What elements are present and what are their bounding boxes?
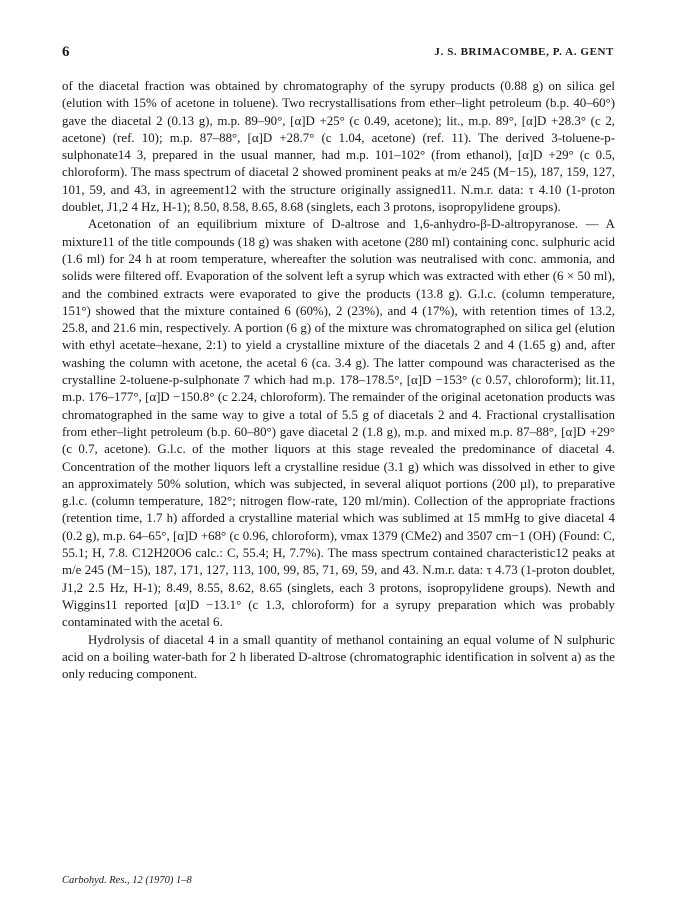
article-body: [62, 78, 615, 683]
page-number: 6: [62, 44, 70, 60]
journal-citation-footer: Carbohyd. Res., 12 (1970) 1–8: [62, 875, 192, 886]
paragraph-hydrolysis: Hydrolysis of diacetal 4 in a small quantity of methanol containing an equal volume of N sulphuric acid on a boiling water-bath for 2 h liberated D-altrose (chromatographic identification in solvent a) as the only reducing component.: [62, 632, 615, 682]
running-header-authors: J. S. BRIMACOMBE, P. A. GENT: [434, 46, 614, 58]
paragraph-diacetal-fraction: of the diacetal fraction was obtained by chromatography of the syrupy products (0.88 g) on silica gel (elution with 15% of acetone in toluene). Two recrystallisations from ether–light petroleum (b.p. 40–60°) gave the diacetal 2 (0.13 g), m.p. 89–90°, [α]D +25° (c 0.49, acetone); lit., m.p. 89°, [α]D +28.3° (c 2, acetone) (ref. 10); m.p. 87–88°, [α]D +28.7° (c 1.04, acetone) (ref. 11). The derived 3-toluene-p-sulphonate14 3, prepared in the usual manner, had m.p. 101–102° (from ethanol), [α]D +29° (c 0.5, chloroform). The mass spectrum of diacetal 2 showed prominent peaks at m/e 245 (M−15), 187, 159, 127, 101, 59, and 43, in agreement12 with the structure originally assigned11. N.m.r. data: τ 4.10 (1-proton doublet, J1,2 4 Hz, H-1); 8.50, 8.58, 8.65, 8.68 (singlets, each 3 protons, isopropylidene groups).: [62, 79, 615, 215]
paragraph-acetonation: Acetonation of an equilibrium mixture of D-altrose and 1,6-anhydro-β-D-altropyranose. — A mixture11 of the title compounds (18 g) was shaken with acetone (280 ml) containing conc. sulphuric acid (1.6 ml) for 24 h at room temperature, whereafter the solution was neutralised with conc. ammonia, and solids were filtered off. Evaporation of the solvent left a syrup which was extracted with ether (6 × 50 ml), and the combined extracts were evaporated to give the products (13.8 g). G.l.c. (column temperature, 151°) showed that the mixture contained 6 (60%), 2 (23%), and 4 (17%), with retention times of 13.2, 25.8, and 21.6 min, respectively. A portion (6 g) of the mixture was chromatographed on silica gel (elution with ethyl acetate–hexane, 2:1) to yield a crystalline mixture of the diacetals 2 and 4 (1.65 g) and, after washing the column with acetone, the acetal 6 (ca. 3.4 g). The latter compound was characterised as the crystalline 2-toluene-p-sulphonate 7 which had m.p. 178–178.5°, [α]D −153° (c 0.57, chloroform); lit.11, m.p. 176–177°, [α]D −150.8° (c 2.24, chloroform). The remainder of the original acetonation products was chromatographed in the same way to give a total of 5.5 g of diacetals 2 and 4. Fractional crystallisation from ether–light petroleum (b.p. 60–80°) gave diacetal 2 (1.8 g), m.p. and mixed m.p. 87–88°, [α]D +29° (c 0.7, acetone). G.l.c. of the mother liquors at this stage revealed the predominance of diacetal 4. Concentration of the mother liquors left a crystalline residue (3.1 g) which was dissolved in ether to give an approximately 50% solution, which was subjected, in several aliquot portions (200 µl), to preparative g.l.c. (column temperature, 182°; nitrogen flow-rate, 120 ml/min). Collection of the appropriate fractions (retention time, 1.7 h) afforded a crystalline material which was sublimed at 15 mmHg to give diacetal 4 (0.2 g), m.p. 64–65°, [α]D +68° (c 0.96, chloroform), νmax 1379 (CMe2) and 3507 cm−1 (OH) (Found: C, 55.1; H, 7.8. C12H20O6 calc.: C, 55.4; H, 7.7%). The mass spectrum contained characteristic12 peaks at m/e 245 (M−15), 187, 171, 127, 113, 100, 99, 85, 71, 69, 59, and 43. N.m.r. data: τ 4.73 (1-proton doublet, J1,2 2.5 Hz, H-1); 8.49, 8.55, 8.62, 8.65 (singlets, each 3 protons, isopropylidene groups). Newth and Wiggins11 reported [α]D −13.1° (c 1.3, chloroform) for a syrupy preparation which was probably contaminated with the acetal 6.: [62, 217, 615, 630]
